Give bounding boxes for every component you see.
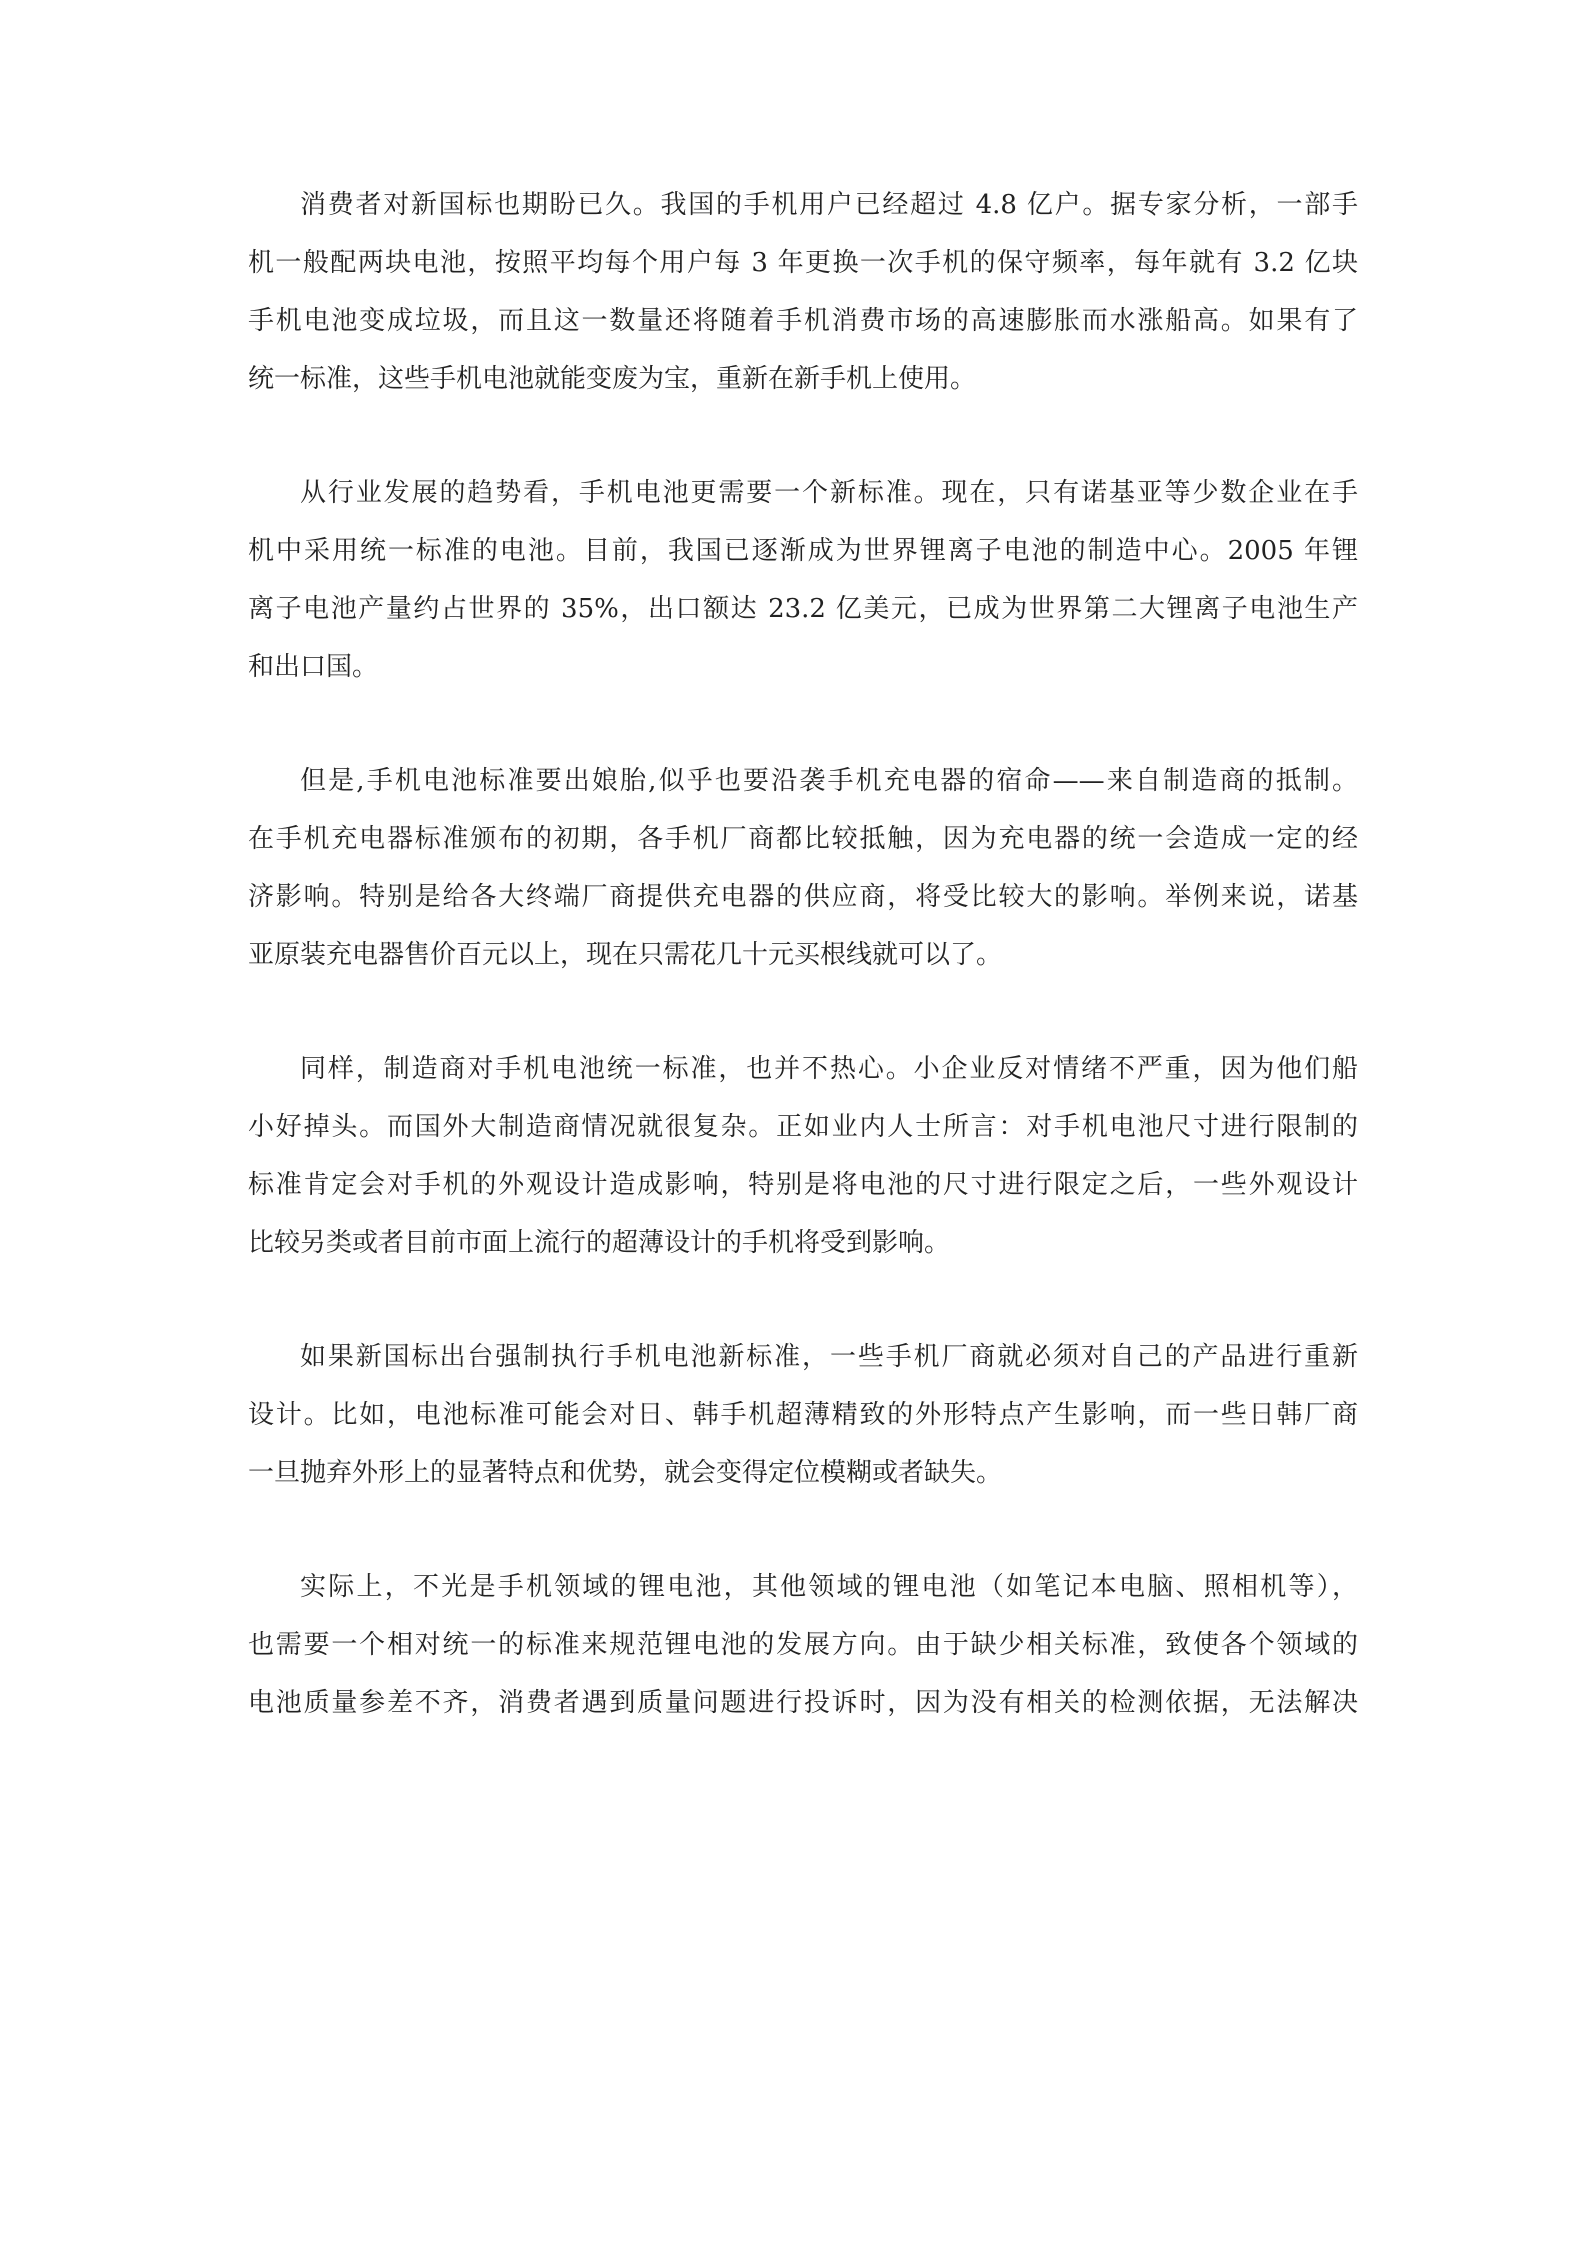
paragraph-line: 也需要一个相对统一的标准来规范锂电池的发展方向。由于缺少相关标准，致使各个领域的 [248, 1630, 1358, 1660]
paragraph-gap [248, 696, 1358, 752]
paragraph-line: 消费者对新国标也期盼已久。我国的手机用户已经超过 4.8 亿户。据专家分析，一部手 [300, 190, 1358, 220]
paragraph-line: 和出口国。 [248, 652, 379, 682]
paragraph [248, 752, 1358, 984]
paragraph-gap [248, 1502, 1358, 1558]
paragraph-line: 亚原装充电器售价百元以上，现在只需花几十元买根线就可以了。 [248, 940, 1003, 970]
paragraph-line: 实际上，不光是手机领域的锂电池，其他领域的锂电池（如笔记本电脑、照相机等）， [300, 1572, 1358, 1602]
paragraph-line: 机一般配两块电池，按照平均每个用户每 3 年更换一次手机的保守频率，每年就有 3.2 亿块 [248, 248, 1358, 278]
paragraph-line: 比较另类或者目前市面上流行的超薄设计的手机将受到影响。 [248, 1228, 951, 1258]
paragraph-line: 统一标准，这些手机电池就能变废为宝，重新在新手机上使用。 [248, 364, 977, 394]
paragraph-line: 但是,手机电池标准要出娘胎,似乎也要沿袭手机充电器的宿命——来自制造商的抵制。 [300, 766, 1358, 796]
paragraph-line: 同样，制造商对手机电池统一标准，也并不热心。小企业反对情绪不严重，因为他们船 [300, 1054, 1358, 1084]
paragraph [248, 1558, 1358, 1732]
paragraph-gap [248, 1272, 1358, 1328]
document-body [248, 176, 1358, 1732]
paragraph [248, 176, 1358, 408]
paragraph-line: 离子电池产量约占世界的 35%，出口额达 23.2 亿美元，已成为世界第二大锂离子电池生产 [248, 594, 1358, 624]
paragraph-line: 小好掉头。而国外大制造商情况就很复杂。正如业内人士所言：对手机电池尺寸进行限制的 [248, 1112, 1358, 1142]
paragraph-line: 电池质量参差不齐，消费者遇到质量问题进行投诉时，因为没有相关的检测依据，无法解决 [248, 1688, 1358, 1718]
paragraph-line: 手机电池变成垃圾，而且这一数量还将随着手机消费市场的高速膨胀而水涨船高。如果有了 [248, 306, 1358, 336]
paragraph-line: 设计。比如，电池标准可能会对日、韩手机超薄精致的外形特点产生影响，而一些日韩厂商 [248, 1400, 1358, 1430]
paragraph [248, 1328, 1358, 1502]
paragraph-line: 从行业发展的趋势看，手机电池更需要一个新标准。现在，只有诺基亚等少数企业在手 [300, 478, 1358, 508]
paragraph-gap [248, 408, 1358, 464]
paragraph [248, 1040, 1358, 1272]
paragraph-line: 标准肯定会对手机的外观设计造成影响，特别是将电池的尺寸进行限定之后，一些外观设计 [248, 1170, 1358, 1200]
paragraph-line: 机中采用统一标准的电池。目前，我国已逐渐成为世界锂离子电池的制造中心。2005 年锂 [248, 536, 1358, 566]
paragraph-gap [248, 984, 1358, 1040]
paragraph-line: 一旦抛弃外形上的显著特点和优势，就会变得定位模糊或者缺失。 [248, 1458, 1003, 1488]
paragraph-line: 在手机充电器标准颁布的初期，各手机厂商都比较抵触，因为充电器的统一会造成一定的经 [248, 824, 1358, 854]
paragraph-line: 济影响。特别是给各大终端厂商提供充电器的供应商，将受比较大的影响。举例来说，诺基 [248, 882, 1358, 912]
paragraph [248, 464, 1358, 696]
paragraph-line: 如果新国标出台强制执行手机电池新标准，一些手机厂商就必须对自己的产品进行重新 [300, 1342, 1358, 1372]
